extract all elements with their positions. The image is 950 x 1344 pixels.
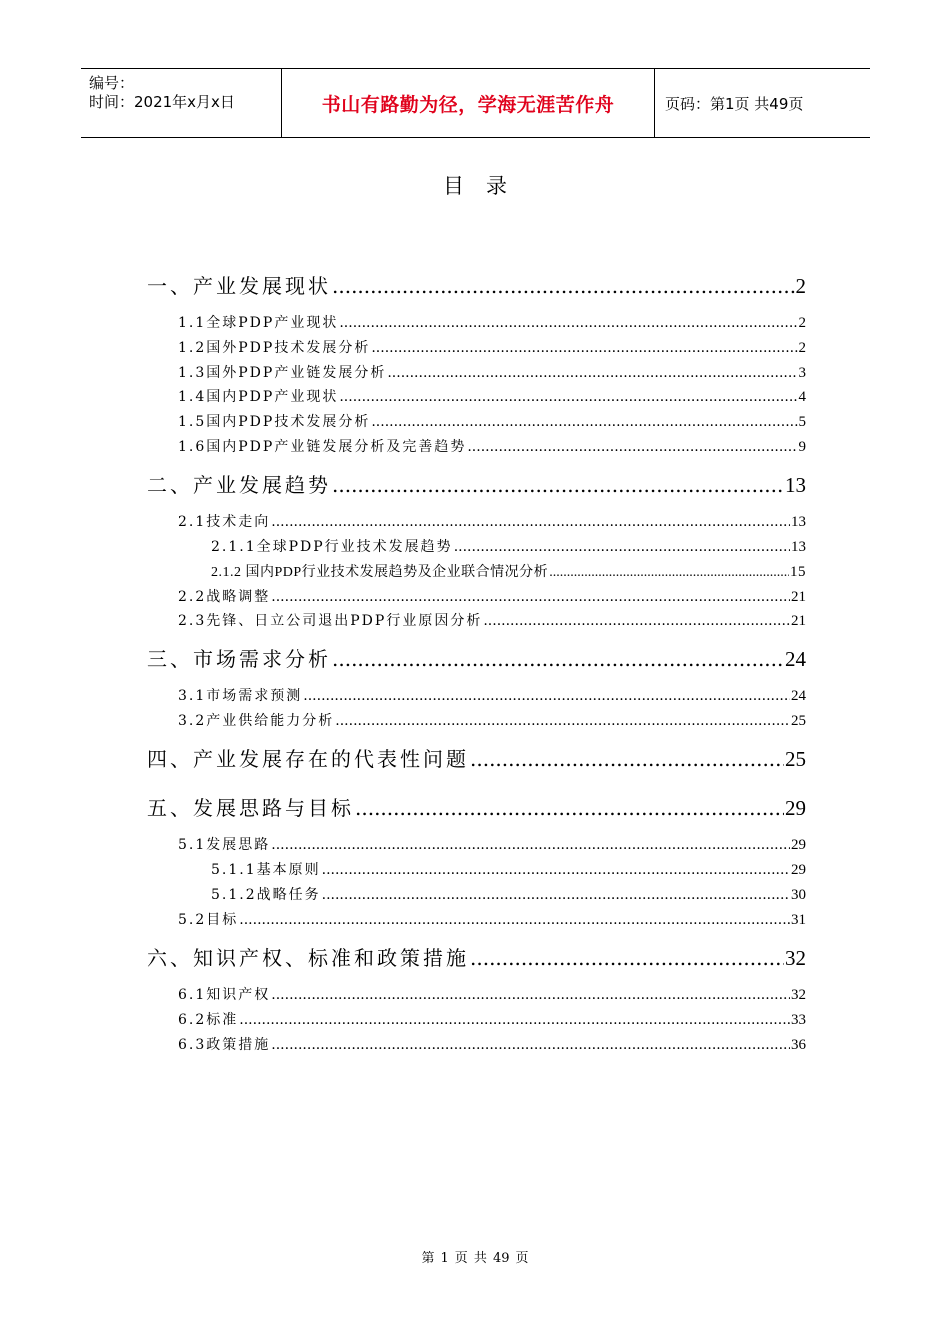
toc-entry-page: 25	[785, 747, 806, 771]
toc-entry-title: 3.1市场需求预测	[178, 688, 303, 704]
toc-entry-page: 31	[791, 912, 806, 928]
toc-entry[interactable]	[178, 337, 806, 357]
page-footer	[0, 1247, 950, 1266]
toc-entry[interactable]	[178, 984, 806, 1004]
toc-entry-title: 5.2目标	[178, 912, 239, 928]
toc-entry[interactable]	[178, 834, 806, 854]
toc-entry-title: 6.1知识产权	[178, 987, 271, 1003]
toc-entry-title: 1.5国内PDP技术发展分析	[178, 414, 371, 430]
footer-page-number: 1	[440, 1251, 449, 1266]
toc-entry-title: 1.6国内PDP产业链发展分析及完善趋势	[178, 439, 467, 455]
toc-entry-page: 21	[791, 613, 806, 629]
toc-entry[interactable]	[178, 610, 806, 630]
toc-entry[interactable]	[211, 884, 806, 904]
toc-entry-page: 24	[791, 688, 806, 704]
footer-total-pages: 49	[492, 1251, 510, 1266]
time-label: 时间：2021年x月x日	[89, 93, 235, 111]
number-label: 编号：	[89, 74, 135, 92]
toc-entry-title: 2.1技术走向	[178, 514, 271, 530]
toc-entry-page: 2	[798, 315, 806, 331]
toc-entry-title: 一、产业发展现状	[147, 274, 331, 298]
toc-entry-title: 六、知识产权、标准和政策措施	[147, 946, 469, 970]
toc-entry-page: 29	[785, 796, 806, 820]
toc-entry-title: 三、市场需求分析	[147, 647, 331, 671]
toc-entry-page: 2	[795, 274, 806, 298]
motto-text: 书山有路勤为径，学海无涯苦作舟	[321, 93, 615, 116]
toc-entry[interactable]	[147, 270, 806, 299]
toc-entry-page: 21	[791, 589, 806, 605]
toc-entry[interactable]	[147, 469, 806, 498]
toc-entry[interactable]	[147, 942, 806, 971]
toc-entry-page: 33	[791, 1012, 806, 1028]
toc-entry-page: 4	[798, 389, 806, 405]
toc-entry[interactable]	[178, 312, 806, 332]
toc-entry-title: 五、发展思路与目标	[147, 796, 354, 820]
toc-entry[interactable]	[178, 1034, 806, 1054]
toc-entry-title: 2.1.1全球PDP行业技术发展趋势	[211, 539, 453, 555]
toc-entry[interactable]	[147, 792, 806, 821]
toc-entry[interactable]	[178, 909, 806, 929]
toc-entry-page: 13	[785, 473, 806, 497]
toc-entry-title: 1.1全球PDP产业现状	[178, 315, 339, 331]
toc-entry-title: 2.2战略调整	[178, 589, 271, 605]
toc-entry-title: 3.2产业供给能力分析	[178, 713, 335, 729]
toc-entry[interactable]	[211, 859, 806, 879]
toc-entry[interactable]	[178, 411, 806, 431]
toc-entry-page: 13	[791, 539, 806, 555]
toc-entry-page: 25	[791, 713, 806, 729]
toc-entry-title: 5.1发展思路	[178, 837, 271, 853]
footer-mid: 页 共	[454, 1251, 487, 1266]
toc-entry[interactable]	[178, 436, 806, 456]
toc-entry-title: 1.3国外PDP产业链发展分析	[178, 365, 387, 381]
toc-entry-page: 13	[791, 514, 806, 530]
toc-entry-page: 32	[785, 946, 806, 970]
toc-entry-title: 1.2国外PDP技术发展分析	[178, 340, 371, 356]
toc-entry[interactable]	[178, 586, 806, 606]
toc-entry-page: 29	[791, 837, 806, 853]
toc-entry-page: 9	[798, 439, 806, 455]
toc-entry-title: 6.2标准	[178, 1012, 239, 1028]
toc-entry-title: 5.1.2战略任务	[211, 887, 321, 903]
toc-entry[interactable]	[178, 386, 806, 406]
toc-entry[interactable]	[178, 511, 806, 531]
footer-suffix: 页	[515, 1251, 529, 1266]
toc-entry[interactable]	[211, 536, 806, 556]
toc-entry[interactable]	[178, 1009, 806, 1029]
page-title: 目录	[443, 174, 529, 198]
toc-entry-title: 2.1.2 国内PDP行业技术发展趋势及企业联合情况分析	[211, 565, 549, 580]
toc-entry[interactable]	[147, 643, 806, 672]
toc-entry-page: 2	[798, 340, 806, 356]
toc-entry-page: 24	[785, 647, 806, 671]
page-info: 页码：第1页 共49页	[665, 94, 804, 113]
toc-entry-page: 3	[798, 365, 806, 381]
toc-entry-page: 29	[791, 862, 806, 878]
toc-entry-title: 二、产业发展趋势	[147, 473, 331, 497]
toc-entry-page: 5	[798, 414, 806, 430]
toc-entry[interactable]	[178, 685, 806, 705]
toc-entry-title: 1.4国内PDP产业现状	[178, 389, 339, 405]
toc-entry[interactable]	[211, 561, 806, 581]
footer-prefix: 第	[421, 1251, 435, 1266]
toc-entry-title: 2.3先锋、日立公司退出PDP行业原因分析	[178, 613, 483, 629]
toc-entry-page: 15	[790, 564, 806, 580]
toc-entry-page: 30	[791, 887, 806, 903]
toc-entry-title: 6.3政策措施	[178, 1037, 271, 1053]
toc-entry-title: 四、产业发展存在的代表性问题	[147, 747, 469, 771]
toc-entry[interactable]	[178, 710, 806, 730]
toc-entry-page: 36	[791, 1037, 806, 1053]
toc-entry-page: 32	[791, 987, 806, 1003]
toc-entry-title: 5.1.1基本原则	[211, 862, 321, 878]
toc-entry[interactable]	[147, 743, 806, 772]
toc-entry[interactable]	[178, 362, 806, 382]
